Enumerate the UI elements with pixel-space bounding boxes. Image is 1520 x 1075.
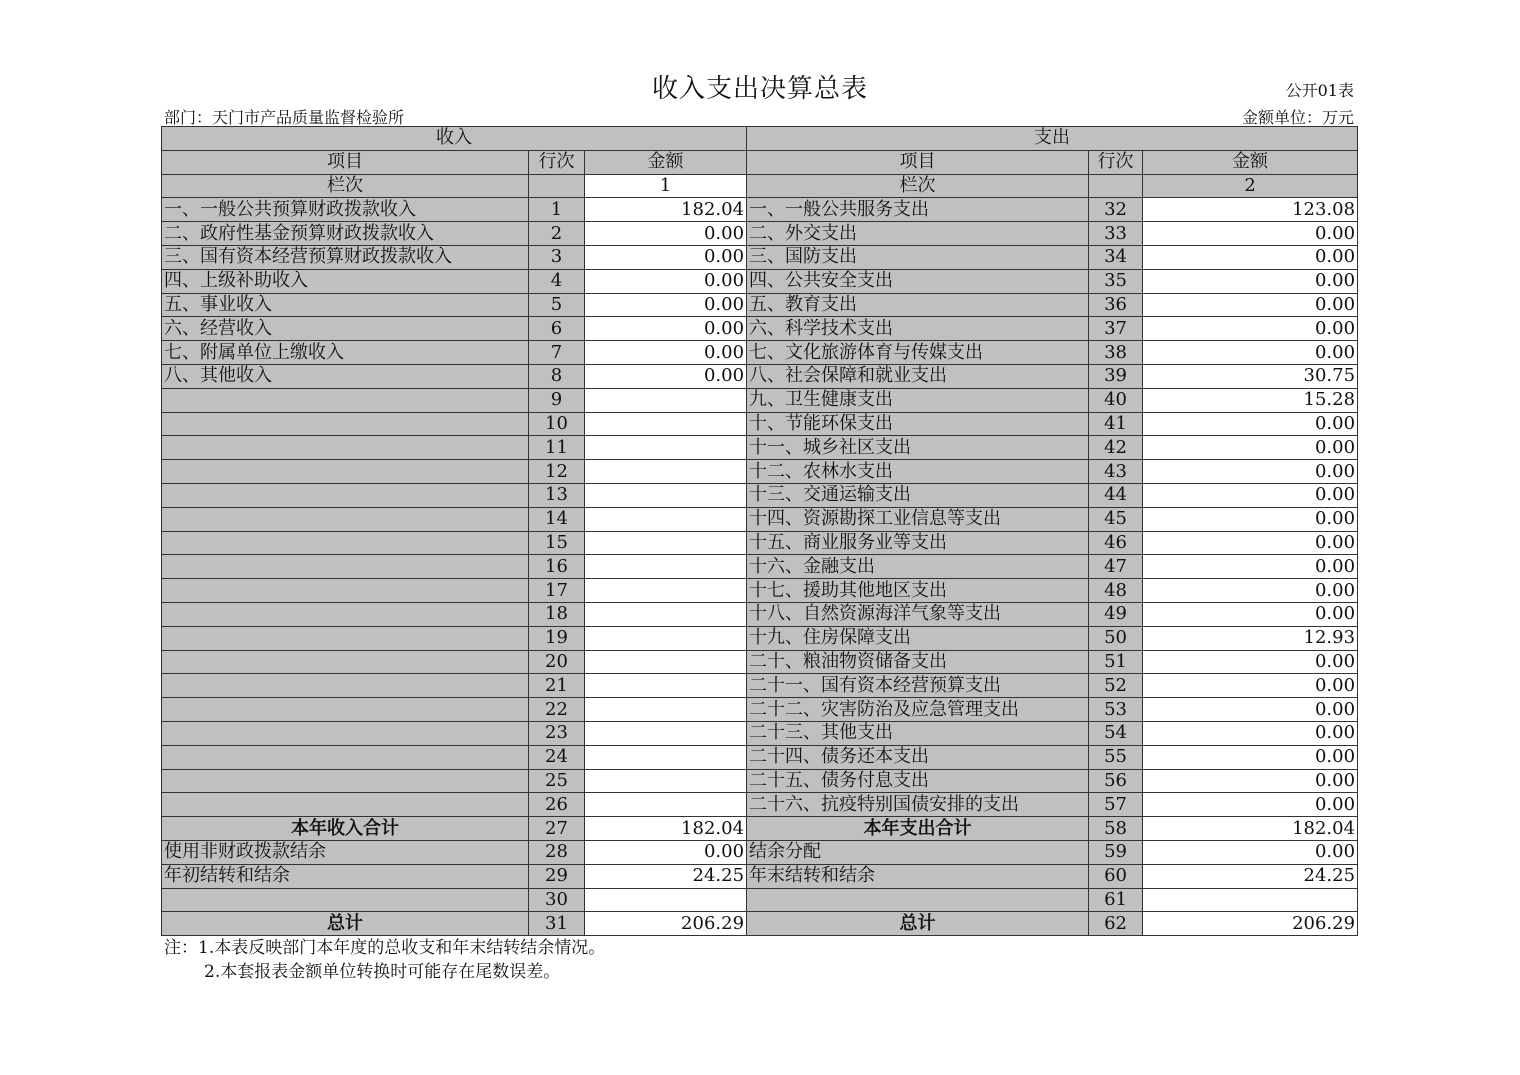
table-row xyxy=(162,245,1358,269)
expense-amount-cell: 30.75 xyxy=(1143,364,1358,388)
expense-row-number-cell: 41 xyxy=(1089,412,1143,436)
income-amount-cell xyxy=(585,745,747,769)
table-row xyxy=(162,269,1358,293)
expense-amount-cell: 123.08 xyxy=(1143,198,1358,222)
expense-item-cell: 二、外交支出 xyxy=(747,222,1089,246)
department-label: 部门：天门市产品质量监督检验所 xyxy=(164,108,405,127)
expense-item-cell: 十八、自然资源海洋气象等支出 xyxy=(747,602,1089,626)
expense-item-cell: 本年支出合计 xyxy=(747,817,1089,841)
expense-amount-cell: 0.00 xyxy=(1143,341,1358,365)
expense-row-no-header: 行次 xyxy=(1089,150,1143,174)
amount-unit-label: 金额单位：万元 xyxy=(1241,108,1354,127)
expense-amount-cell: 0.00 xyxy=(1143,531,1358,555)
expense-row-number-cell: 57 xyxy=(1089,793,1143,817)
expense-row-number-cell: 59 xyxy=(1089,840,1143,864)
expense-amount-cell: 24.25 xyxy=(1143,864,1358,888)
income-item-cell xyxy=(162,555,529,579)
expense-amount-cell: 0.00 xyxy=(1143,436,1358,460)
expense-row-number-cell: 49 xyxy=(1089,602,1143,626)
income-item-cell xyxy=(162,531,529,555)
income-row-number-cell: 4 xyxy=(529,269,585,293)
income-item-cell: 一、一般公共预算财政拨款收入 xyxy=(162,198,529,222)
income-item-cell xyxy=(162,412,529,436)
income-item-cell xyxy=(162,698,529,722)
income-row-number-cell: 29 xyxy=(529,864,585,888)
income-row-number-cell: 16 xyxy=(529,555,585,579)
expense-row-number-cell: 36 xyxy=(1089,293,1143,317)
income-item-cell: 本年收入合计 xyxy=(162,817,529,841)
income-row-number-cell: 15 xyxy=(529,531,585,555)
table-row xyxy=(162,555,1358,579)
income-item-header: 项目 xyxy=(162,150,529,174)
income-item-cell xyxy=(162,483,529,507)
expense-item-cell: 五、教育支出 xyxy=(747,293,1089,317)
income-item-cell xyxy=(162,650,529,674)
income-item-cell: 六、经营收入 xyxy=(162,317,529,341)
expense-row-number-cell: 40 xyxy=(1089,388,1143,412)
expense-item-cell: 总计 xyxy=(747,912,1089,936)
expense-item-cell: 一、一般公共服务支出 xyxy=(747,198,1089,222)
table-row xyxy=(162,436,1358,460)
expense-amount-cell: 0.00 xyxy=(1143,555,1358,579)
expense-item-cell xyxy=(747,888,1089,912)
expense-amount-cell: 0.00 xyxy=(1143,698,1358,722)
table-row xyxy=(162,388,1358,412)
expense-row-number-cell: 53 xyxy=(1089,698,1143,722)
table-row xyxy=(162,769,1358,793)
expense-amount-cell: 0.00 xyxy=(1143,269,1358,293)
income-amount-cell xyxy=(585,555,747,579)
expense-amount-cell: 182.04 xyxy=(1143,817,1358,841)
expense-item-cell: 十九、住房保障支出 xyxy=(747,626,1089,650)
income-item-cell: 八、其他收入 xyxy=(162,364,529,388)
income-row-number-cell: 13 xyxy=(529,483,585,507)
income-amount-cell xyxy=(585,721,747,745)
income-item-cell xyxy=(162,507,529,531)
expense-amount-cell: 0.00 xyxy=(1143,245,1358,269)
expense-row-number-cell: 45 xyxy=(1089,507,1143,531)
expense-amount-cell: 0.00 xyxy=(1143,293,1358,317)
expense-row-number-cell: 43 xyxy=(1089,460,1143,484)
expense-column-number: 2 xyxy=(1143,174,1358,198)
income-expense-table xyxy=(161,126,1358,936)
table-row xyxy=(162,602,1358,626)
expense-row-number-cell: 35 xyxy=(1089,269,1143,293)
income-amount-cell xyxy=(585,412,747,436)
income-item-cell: 四、上级补助收入 xyxy=(162,269,529,293)
footnote-1: 注：1.本表反映部门本年度的总收支和年末结转结余情况。 xyxy=(164,938,606,958)
expense-item-cell: 十二、农林水支出 xyxy=(747,460,1089,484)
expense-amount-cell: 15.28 xyxy=(1143,388,1358,412)
income-row-number-cell: 3 xyxy=(529,245,585,269)
income-amount-cell: 182.04 xyxy=(585,198,747,222)
income-amount-cell xyxy=(585,507,747,531)
income-item-cell: 三、国有资本经营预算财政拨款收入 xyxy=(162,245,529,269)
expense-item-cell: 十三、交通运输支出 xyxy=(747,483,1089,507)
income-item-cell xyxy=(162,436,529,460)
expense-item-cell: 二十五、债务付息支出 xyxy=(747,769,1089,793)
expense-row-number-cell: 42 xyxy=(1089,436,1143,460)
income-amount-cell: 0.00 xyxy=(585,222,747,246)
expense-row-number-cell: 47 xyxy=(1089,555,1143,579)
table-row xyxy=(162,483,1358,507)
expense-amount-header: 金额 xyxy=(1143,150,1358,174)
expense-row-number-cell: 50 xyxy=(1089,626,1143,650)
income-item-cell xyxy=(162,602,529,626)
expense-column-index-label: 栏次 xyxy=(747,174,1089,198)
income-row-number-cell: 30 xyxy=(529,888,585,912)
table-row xyxy=(162,507,1358,531)
table-row xyxy=(162,912,1358,936)
expense-amount-cell: 0.00 xyxy=(1143,602,1358,626)
income-item-cell xyxy=(162,888,529,912)
income-column-number: 1 xyxy=(585,174,747,198)
income-amount-cell xyxy=(585,531,747,555)
income-row-number-cell: 21 xyxy=(529,674,585,698)
income-row-number-cell: 12 xyxy=(529,460,585,484)
income-amount-cell: 0.00 xyxy=(585,293,747,317)
table-row xyxy=(162,531,1358,555)
table-row xyxy=(162,364,1358,388)
income-row-number-cell: 14 xyxy=(529,507,585,531)
income-row-number-cell: 24 xyxy=(529,745,585,769)
income-item-cell xyxy=(162,769,529,793)
expense-row-number-cell: 52 xyxy=(1089,674,1143,698)
expense-item-cell: 九、卫生健康支出 xyxy=(747,388,1089,412)
income-row-number-cell: 23 xyxy=(529,721,585,745)
expense-item-cell: 二十、粮油物资储备支出 xyxy=(747,650,1089,674)
expense-item-cell: 七、文化旅游体育与传媒支出 xyxy=(747,341,1089,365)
page-title: 收入支出决算总表 xyxy=(651,74,868,104)
expense-row-number-cell: 54 xyxy=(1089,721,1143,745)
income-amount-cell xyxy=(585,793,747,817)
expense-amount-cell: 0.00 xyxy=(1143,840,1358,864)
expense-row-number-cell: 56 xyxy=(1089,769,1143,793)
income-item-cell xyxy=(162,674,529,698)
table-row xyxy=(162,745,1358,769)
expense-amount-cell: 206.29 xyxy=(1143,912,1358,936)
income-row-number-cell: 8 xyxy=(529,364,585,388)
expense-amount-cell: 0.00 xyxy=(1143,507,1358,531)
table-row xyxy=(162,198,1358,222)
income-amount-cell xyxy=(585,626,747,650)
income-item-cell xyxy=(162,721,529,745)
expense-amount-cell: 12.93 xyxy=(1143,626,1358,650)
income-amount-cell: 0.00 xyxy=(585,317,747,341)
expense-row-number-cell: 34 xyxy=(1089,245,1143,269)
income-row-number-cell: 27 xyxy=(529,817,585,841)
table-row xyxy=(162,293,1358,317)
income-item-cell xyxy=(162,460,529,484)
income-item-cell: 二、政府性基金预算财政拨款收入 xyxy=(162,222,529,246)
income-amount-cell xyxy=(585,674,747,698)
income-amount-cell xyxy=(585,436,747,460)
table-row xyxy=(162,864,1358,888)
column-index-row xyxy=(162,174,1358,198)
income-row-number-cell: 25 xyxy=(529,769,585,793)
expense-row-number-cell: 55 xyxy=(1089,745,1143,769)
income-row-number-cell: 1 xyxy=(529,198,585,222)
income-amount-cell xyxy=(585,483,747,507)
expense-amount-cell xyxy=(1143,888,1358,912)
expense-amount-cell: 0.00 xyxy=(1143,674,1358,698)
expense-item-cell: 二十三、其他支出 xyxy=(747,721,1089,745)
income-item-cell: 年初结转和结余 xyxy=(162,864,529,888)
income-amount-header: 金额 xyxy=(585,150,747,174)
expense-amount-cell: 0.00 xyxy=(1143,721,1358,745)
income-row-number-cell: 10 xyxy=(529,412,585,436)
table-row xyxy=(162,626,1358,650)
form-code: 公开01表 xyxy=(1285,81,1354,100)
income-amount-cell xyxy=(585,698,747,722)
expense-row-number-cell: 38 xyxy=(1089,341,1143,365)
income-item-cell: 五、事业收入 xyxy=(162,293,529,317)
income-row-number-cell: 2 xyxy=(529,222,585,246)
expense-item-cell: 二十四、债务还本支出 xyxy=(747,745,1089,769)
column-header-row xyxy=(162,150,1358,174)
expense-row-number-cell: 32 xyxy=(1089,198,1143,222)
income-row-number-cell: 7 xyxy=(529,341,585,365)
income-amount-cell xyxy=(585,888,747,912)
section-header-row xyxy=(162,127,1358,151)
table-row xyxy=(162,222,1358,246)
expense-amount-cell: 0.00 xyxy=(1143,745,1358,769)
income-row-no-header: 行次 xyxy=(529,150,585,174)
expense-item-cell: 十四、资源勘探工业信息等支出 xyxy=(747,507,1089,531)
footnote-2: 2.本套报表金额单位转换时可能存在尾数误差。 xyxy=(204,962,561,982)
table-row xyxy=(162,721,1358,745)
income-row-number-cell: 26 xyxy=(529,793,585,817)
income-item-cell xyxy=(162,388,529,412)
expense-row-number-cell: 58 xyxy=(1089,817,1143,841)
income-row-number-cell: 20 xyxy=(529,650,585,674)
table-row xyxy=(162,698,1358,722)
expense-item-cell: 二十一、国有资本经营预算支出 xyxy=(747,674,1089,698)
expense-item-cell: 十六、金融支出 xyxy=(747,555,1089,579)
expense-row-number-cell: 37 xyxy=(1089,317,1143,341)
income-item-cell xyxy=(162,579,529,603)
table-row xyxy=(162,793,1358,817)
income-amount-cell: 0.00 xyxy=(585,245,747,269)
expense-item-cell: 十五、商业服务业等支出 xyxy=(747,531,1089,555)
income-item-cell: 使用非财政拨款结余 xyxy=(162,840,529,864)
expense-row-number-cell: 51 xyxy=(1089,650,1143,674)
income-item-cell: 七、附属单位上缴收入 xyxy=(162,341,529,365)
expense-row-number-cell: 44 xyxy=(1089,483,1143,507)
expense-column-index-blank xyxy=(1089,174,1143,198)
income-amount-cell: 0.00 xyxy=(585,840,747,864)
income-amount-cell: 206.29 xyxy=(585,912,747,936)
income-amount-cell: 0.00 xyxy=(585,269,747,293)
expense-row-number-cell: 62 xyxy=(1089,912,1143,936)
expense-item-cell: 六、科学技术支出 xyxy=(747,317,1089,341)
income-amount-cell: 24.25 xyxy=(585,864,747,888)
expense-item-cell: 四、公共安全支出 xyxy=(747,269,1089,293)
expense-row-number-cell: 48 xyxy=(1089,579,1143,603)
expense-amount-cell: 0.00 xyxy=(1143,412,1358,436)
table-row xyxy=(162,579,1358,603)
expense-row-number-cell: 60 xyxy=(1089,864,1143,888)
expense-item-cell: 年末结转和结余 xyxy=(747,864,1089,888)
table-row xyxy=(162,840,1358,864)
income-row-number-cell: 19 xyxy=(529,626,585,650)
income-amount-cell: 182.04 xyxy=(585,817,747,841)
expense-item-cell: 三、国防支出 xyxy=(747,245,1089,269)
expense-amount-cell: 0.00 xyxy=(1143,483,1358,507)
income-row-number-cell: 5 xyxy=(529,293,585,317)
table-row xyxy=(162,460,1358,484)
table-row xyxy=(162,317,1358,341)
income-section-header: 收入 xyxy=(162,127,747,151)
expense-amount-cell: 0.00 xyxy=(1143,222,1358,246)
expense-item-cell: 结余分配 xyxy=(747,840,1089,864)
expense-item-cell: 八、社会保障和就业支出 xyxy=(747,364,1089,388)
income-row-number-cell: 9 xyxy=(529,388,585,412)
income-row-number-cell: 17 xyxy=(529,579,585,603)
expense-amount-cell: 0.00 xyxy=(1143,460,1358,484)
expense-amount-cell: 0.00 xyxy=(1143,579,1358,603)
expense-section-header: 支出 xyxy=(747,127,1358,151)
expense-item-header: 项目 xyxy=(747,150,1089,174)
table-row xyxy=(162,817,1358,841)
expense-row-number-cell: 33 xyxy=(1089,222,1143,246)
expense-item-cell: 十一、城乡社区支出 xyxy=(747,436,1089,460)
income-column-index-blank xyxy=(529,174,585,198)
expense-row-number-cell: 39 xyxy=(1089,364,1143,388)
table-row xyxy=(162,888,1358,912)
table-row xyxy=(162,674,1358,698)
expense-item-cell: 十七、援助其他地区支出 xyxy=(747,579,1089,603)
income-amount-cell xyxy=(585,388,747,412)
expense-amount-cell: 0.00 xyxy=(1143,769,1358,793)
table-row xyxy=(162,412,1358,436)
expense-item-cell: 二十六、抗疫特别国债安排的支出 xyxy=(747,793,1089,817)
income-item-cell xyxy=(162,626,529,650)
footnotes xyxy=(164,936,605,984)
income-item-cell xyxy=(162,745,529,769)
income-amount-cell xyxy=(585,769,747,793)
income-amount-cell: 0.00 xyxy=(585,364,747,388)
expense-item-cell: 十、节能环保支出 xyxy=(747,412,1089,436)
expense-amount-cell: 0.00 xyxy=(1143,793,1358,817)
income-amount-cell xyxy=(585,579,747,603)
income-row-number-cell: 11 xyxy=(529,436,585,460)
income-row-number-cell: 22 xyxy=(529,698,585,722)
income-amount-cell xyxy=(585,460,747,484)
table-row xyxy=(162,341,1358,365)
expense-row-number-cell: 61 xyxy=(1089,888,1143,912)
income-item-cell: 总计 xyxy=(162,912,529,936)
income-column-index-label: 栏次 xyxy=(162,174,529,198)
income-row-number-cell: 31 xyxy=(529,912,585,936)
expense-amount-cell: 0.00 xyxy=(1143,317,1358,341)
expense-item-cell: 二十二、灾害防治及应急管理支出 xyxy=(747,698,1089,722)
income-row-number-cell: 28 xyxy=(529,840,585,864)
income-row-number-cell: 18 xyxy=(529,602,585,626)
income-item-cell xyxy=(162,793,529,817)
expense-row-number-cell: 46 xyxy=(1089,531,1143,555)
income-amount-cell xyxy=(585,650,747,674)
income-amount-cell xyxy=(585,602,747,626)
table-row xyxy=(162,650,1358,674)
income-amount-cell: 0.00 xyxy=(585,341,747,365)
income-row-number-cell: 6 xyxy=(529,317,585,341)
expense-amount-cell: 0.00 xyxy=(1143,650,1358,674)
